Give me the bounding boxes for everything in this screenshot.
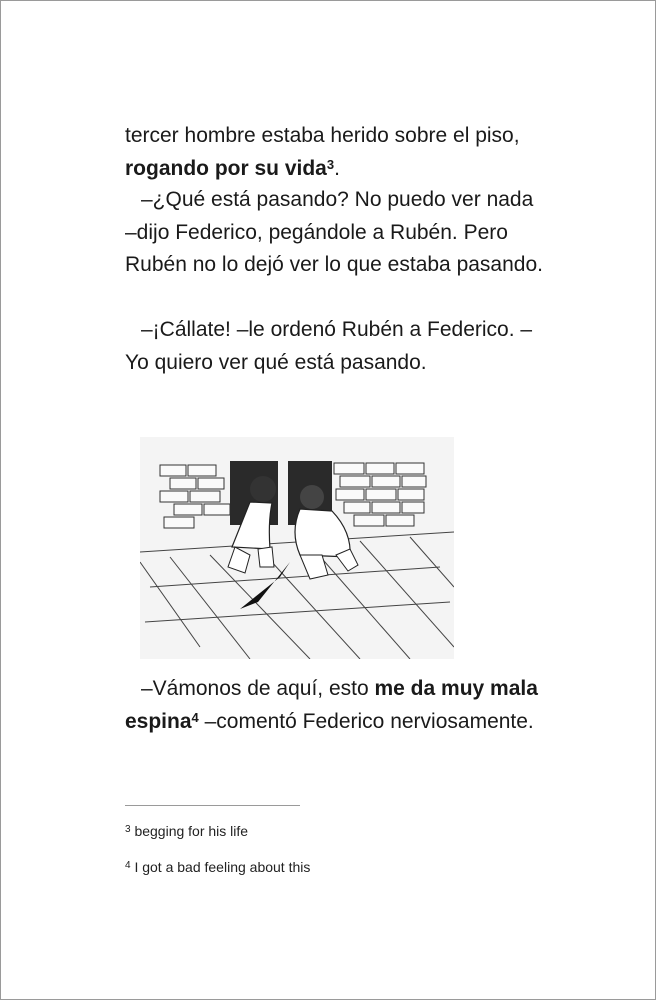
footnote-ref-3[interactable]: 3 [326, 156, 335, 172]
paragraph-4-start: –Vámonos de aquí, esto [141, 677, 375, 700]
bold-phrase-mala-espina: me da muy mala espina [125, 677, 538, 733]
footnote-4 [125, 859, 310, 875]
paragraph-1-text: tercer hombre estaba herido sobre el piso, [125, 124, 520, 147]
footnote-ref-4[interactable]: 4 [191, 709, 199, 725]
footnote-3 [125, 823, 248, 839]
paragraph-4-end: –comentó Federico nerviosamente. [198, 709, 534, 733]
paragraph-1-end: . [334, 156, 340, 180]
footnote-divider [125, 805, 300, 806]
footnote-4-number: 4 [125, 860, 131, 871]
paragraph-2 [125, 184, 545, 282]
paragraph-2-text: –¿Qué está pasando? No puedo ver nada –dijo Federico, pegándole a Rubén. Pero Rubén no lo dejó ver lo que estaba pasando. [125, 188, 543, 276]
paragraph-3-text: –¡Cállate! –le ordenó Rubén a Federico. –Yo quiero ver qué está pasando. [125, 318, 533, 374]
bold-phrase-rogando: rogando por su vida [125, 156, 327, 180]
paragraph-3 [125, 314, 545, 379]
two-boys-crouching-drawing-icon [140, 437, 454, 659]
footnote-3-text: begging for his life [134, 823, 249, 839]
paragraph-4 [125, 673, 545, 738]
footnote-4-text: I got a bad feeling about this [134, 859, 311, 875]
footnote-3-number: 3 [125, 824, 131, 835]
paragraph-1 [125, 120, 545, 185]
